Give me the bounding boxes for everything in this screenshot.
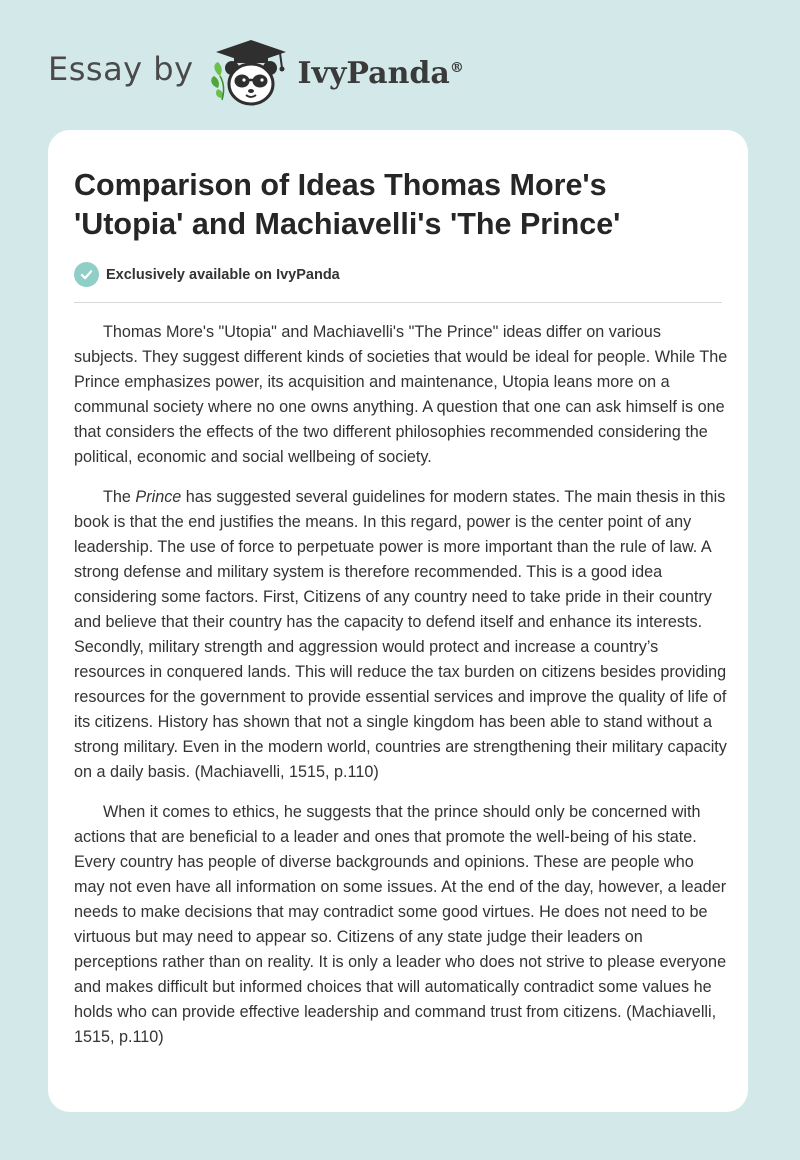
check-icon: [74, 262, 99, 287]
essay-by-label: Essay by: [48, 50, 194, 88]
divider: [74, 302, 722, 303]
paragraph-3: When it comes to ethics, he suggests that the prince should only be concerned with actions that are beneficial to a leader and ones that promote the well-being of his state. Every country has people of diverse backgrounds and opinions. These are people who may not even have all information on some issues. At the end of the day, however, a leader needs to make decisions that may contradict some good virtues. He does not need to be virtuous but may need to appear so. Citizens of any state judge their leaders on perceptions rather than on reality. It is only a leader who does not strive to please everyone and makes difficult but informed choices that will automatically contradict some values he holds who can provide effective leadership and command trust from citizens. (Machiavelli, 1515, p.110): [74, 803, 727, 1046]
brand-name: IvyPanda®: [297, 55, 464, 91]
panda-logo-icon: [206, 36, 296, 108]
essay-card: [48, 130, 748, 1112]
exclusive-badge: [74, 262, 340, 287]
exclusive-label: Exclusively available on IvyPanda: [106, 266, 340, 283]
registered-mark: ®: [449, 59, 464, 76]
essay-body: [74, 320, 728, 1065]
italic-title: Prince: [135, 488, 182, 506]
paragraph-2: The Prince has suggested several guidelines for modern states. The main thesis in this book is that the end justifies the means. In this regard, power is the center point of any leadership. The use of force to perpetuate power is more important than the rule of law. A strong defense and military system is therefore recommended. This is a good idea considering some factors. First, Citizens of any country need to take pride in their country and believe that their country has the capacity to defend itself and enhance its interests. Secondly, military strength and aggression would protect and increase a country’s resources in conquered lands. This will reduce the tax burden on citizens besides providing resources for the government to provide essential services and improve the quality of life of its citizens. History has shown that not a single kingdom has been able to stand without a strong military. Even in the modern world, countries are strengthening their military capacity on a daily basis. (Machiavelli, 1515, p.110): [74, 488, 727, 781]
site-header: [48, 36, 488, 108]
paragraph-1: Thomas More's "Utopia" and Machiavelli's "The Prince" ideas differ on various subjects. They suggest different kinds of societies that would be ideal for people. While The Prince emphasizes power, its acquisition and maintenance, Utopia leans more on a communal society where no one owns anything. A question that one can ask himself is one that considers the effects of the two different philosophies recommended considering the political, economic and social wellbeing of society.: [74, 323, 728, 466]
page-title: Comparison of Ideas Thomas More's 'Utopia' and Machiavelli's 'The Prince': [74, 168, 621, 241]
